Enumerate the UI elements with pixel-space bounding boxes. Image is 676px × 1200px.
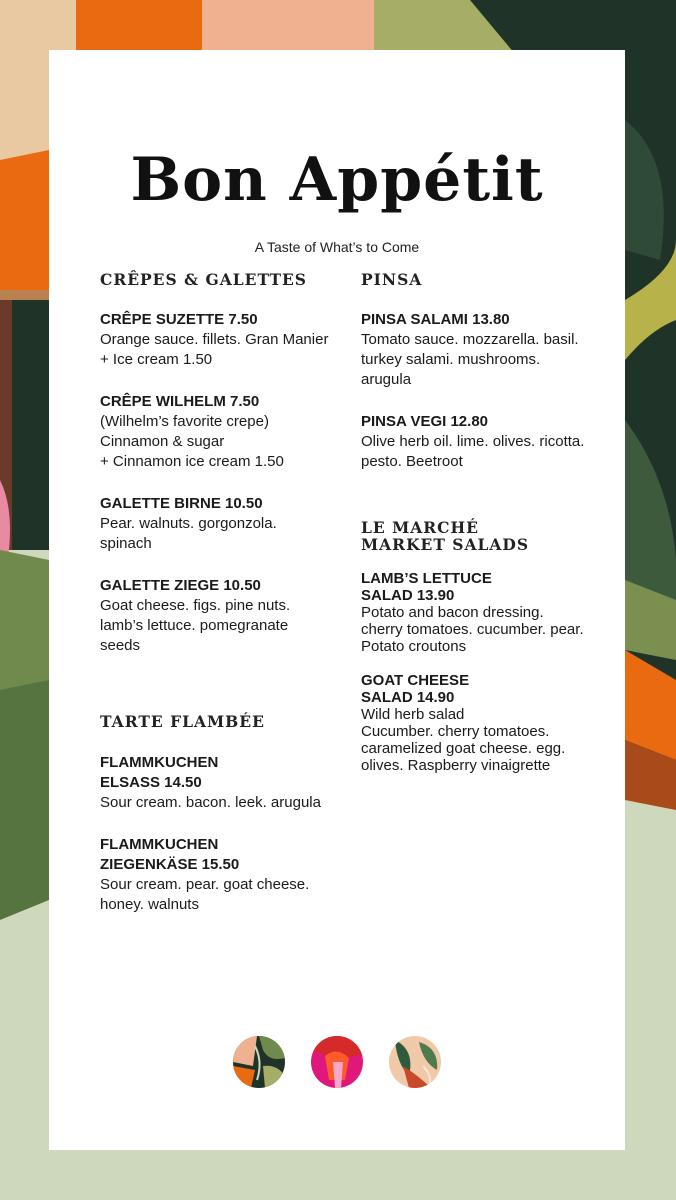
section-tarte-flambee	[100, 714, 330, 914]
item-name: CRÊPE SUZETTE 7.50	[100, 311, 258, 329]
section-pinsa	[361, 272, 586, 472]
item-name: PINSA SALAMI 13.80	[361, 311, 510, 329]
item-description: Sour cream. bacon. leek. arugula	[100, 793, 321, 811]
item-name: PINSA VEGI 12.80	[361, 413, 489, 431]
swatch-magenta-abstract-icon	[311, 1036, 363, 1088]
item-description: Potato and bacon dressing. cherry tomatoes. cucumber. pear. Potato croutons	[361, 603, 584, 655]
item-name: GALETTE BIRNE 10.50	[100, 495, 263, 513]
section-market-salads	[361, 520, 586, 774]
menu-item	[361, 570, 586, 655]
decorative-swatches	[233, 1036, 443, 1090]
item-description: Orange sauce. fillets. Gran Manier + Ice cream 1.50	[100, 331, 329, 369]
menu-title: Bon Appétit	[130, 145, 544, 215]
swatch-tropical-leaves-icon	[389, 1036, 441, 1088]
item-description: Tomato sauce. mozzarella. basil. turkey salami. mushrooms. arugula	[361, 331, 579, 389]
item-description: Olive herb oil. lime. olives. ricotta. pesto. Beetroot	[361, 433, 585, 471]
section-crepes	[100, 272, 330, 656]
item-description: Goat cheese. figs. pine nuts. lamb’s lettuce. pomegranate seeds	[100, 597, 291, 655]
left-column	[100, 272, 330, 915]
menu-item	[100, 753, 330, 813]
section-title-line: LE MARCHÉ	[361, 518, 479, 538]
menu-item	[100, 835, 330, 915]
section-title-tarte: TARTE FLAMBÉE	[100, 712, 265, 732]
section-title-salads	[361, 520, 586, 553]
swatch-green-leaves-icon	[233, 1036, 285, 1088]
menu-item	[361, 310, 586, 390]
item-description: Wild herb salad Cucumber. cherry tomatoes. caramelized goat cheese. egg. olives. Raspberry vinaigrette	[361, 705, 566, 774]
menu-item	[361, 412, 586, 472]
right-column	[361, 272, 586, 774]
item-name: FLAMMKUCHEN ZIEGENKÄSE 15.50	[100, 835, 240, 873]
item-name: GALETTE ZIEGE 10.50	[100, 577, 261, 595]
item-name: GOAT CHEESE SALAD 14.90	[361, 671, 470, 706]
menu-item	[361, 672, 586, 774]
item-name: LAMB’S LETTUCE SALAD 13.90	[361, 569, 492, 604]
item-description: Sour cream. pear. goat cheese. honey. walnuts	[100, 875, 310, 913]
item-description: (Wilhelm’s favorite crepe) Cinnamon & sugar + Cinnamon ice cream 1.50	[100, 413, 284, 471]
section-title-line: MARKET SALADS	[361, 534, 530, 554]
menu-item	[100, 576, 330, 656]
section-title-pinsa: PINSA	[361, 270, 423, 289]
item-name: FLAMMKUCHEN ELSASS 14.50	[100, 753, 219, 791]
menu-item	[100, 494, 330, 554]
menu-item	[100, 392, 330, 472]
item-description: Pear. walnuts. gorgonzola. spinach	[100, 515, 277, 553]
item-name: CRÊPE WILHELM 7.50	[100, 393, 260, 411]
menu-item	[100, 310, 330, 370]
menu-subtitle: A Taste of What’s to Come	[254, 239, 420, 255]
section-title-crepes: CRÊPES & GALETTES	[100, 270, 307, 289]
